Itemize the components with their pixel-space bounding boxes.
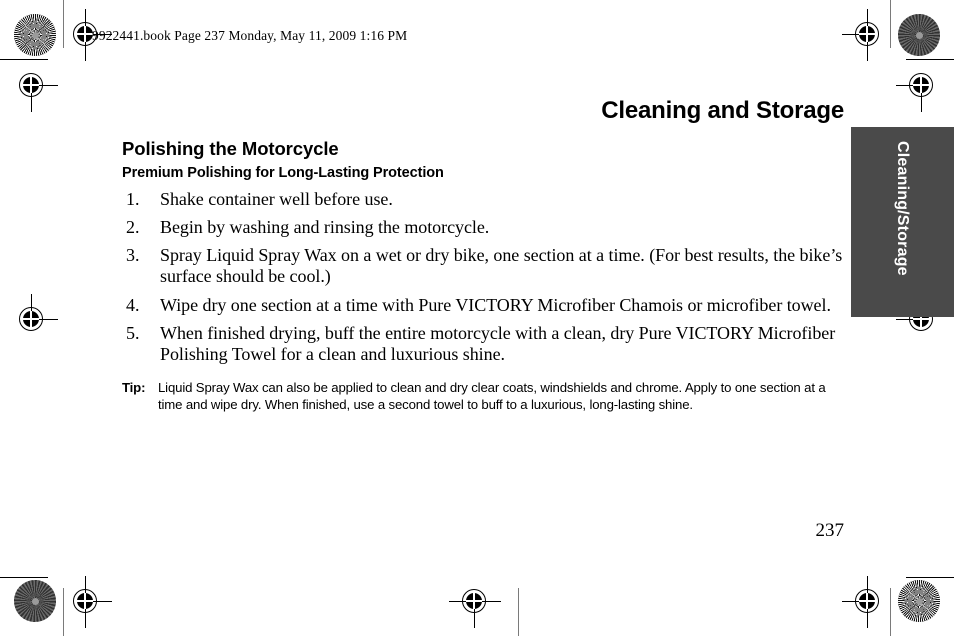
step-number: 2. [126,217,140,238]
list-item [122,217,844,238]
numbered-step-list [122,189,844,364]
tip-text: Liquid Spray Wax can also be applied to clean and dry clear coats, windshields and chrome. Apply to one section at a time and wipe dry. When finished, use a second towel to buff to a luxurious, long-lasting shine. [158,379,826,413]
trim-line-top-left [0,59,48,60]
step-number: 1. [126,189,140,210]
chapter-title: Cleaning and Storage [601,97,844,124]
trim-line-bottom-center [518,588,519,636]
section-tab-label: Cleaning/Storage [894,141,912,276]
registration-crosshair-bottom-center [449,576,501,628]
registration-color-target-bottom-left [14,580,56,622]
registration-crosshair-bottom-right [842,576,894,628]
trim-line-bottom-left [0,577,48,578]
registration-crosshair-left-lower [6,294,58,346]
registration-crosshair-right-upper [896,60,948,112]
list-item [122,295,844,316]
section-tab-cleaning-storage [851,127,954,317]
step-number: 4. [126,294,140,315]
list-item [122,189,844,210]
section-title: Polishing the Motorcycle [122,138,339,160]
tip-label: Tip: [122,379,146,395]
trim-line-left-edge-bottom [63,588,64,636]
registration-color-target-top-right [898,14,940,56]
trim-line-left-edge [63,0,64,48]
step-number: 3. [126,245,140,266]
registration-star-target-bottom-right [898,580,940,622]
registration-crosshair-bottom-left [60,576,112,628]
registration-crosshair-left-upper [6,60,58,112]
step-text: Wipe dry one section at a time with Pure VICTORY Microfiber Chamois or microfiber towel. [160,294,831,315]
tip-note [122,379,838,415]
trim-line-top-right [906,59,954,60]
trim-line-right-edge [890,0,891,48]
page-content [122,97,844,541]
trim-line-right-edge-bottom [890,588,891,636]
registration-crosshair-top-right [842,9,894,61]
list-item [122,245,844,287]
list-item [122,323,844,365]
step-text: Begin by washing and rinsing the motorcycle. [160,217,490,238]
step-text: When finished drying, buff the entire motorcycle with a clean, dry Pure VICTORY Microfiber Polishing Towel for a clean and luxurious shine. [160,322,836,364]
step-text: Shake container well before use. [160,189,393,210]
book-file-header: 9922441.book Page 237 Monday, May 11, 2009 1:16 PM [92,28,408,43]
registration-star-target-top-left [14,14,56,56]
trim-line-bottom-right [906,577,954,578]
step-text: Spray Liquid Spray Wax on a wet or dry bike, one section at a time. (For best results, the bike’s surface should be cool.) [160,245,843,287]
step-number: 5. [126,322,140,343]
subsection-title: Premium Polishing for Long-Lasting Protection [122,164,444,181]
page-number: 237 [815,520,844,541]
